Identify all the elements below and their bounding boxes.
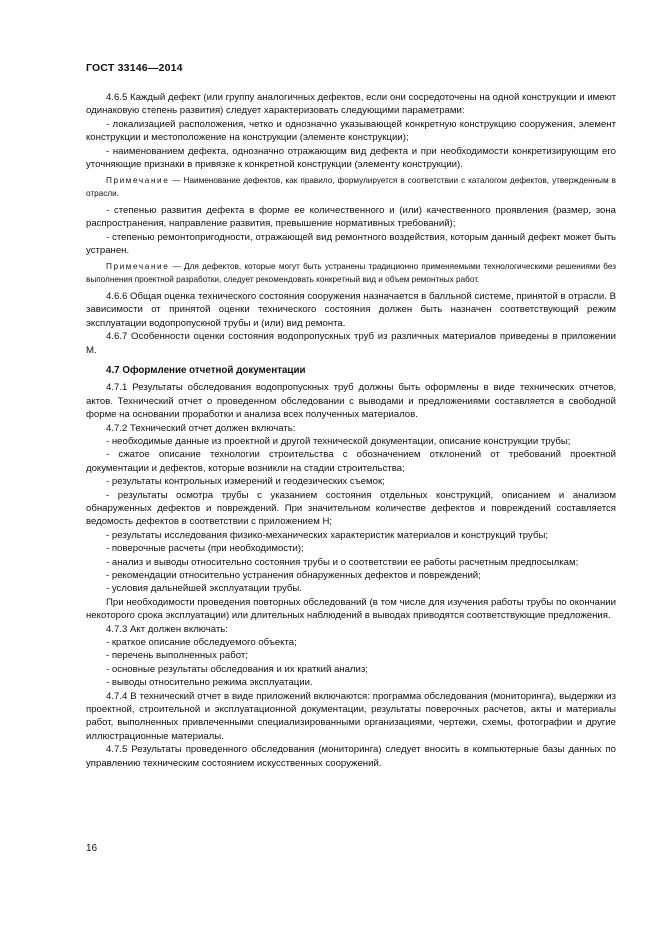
section-title-4-7: 4.7 Оформление отчетной документации <box>106 364 306 376</box>
paragraph-4-7-4: 4.7.4 В технический отчет в виде приложений включаются: программа обследования (мониторинга), выдержки из проектной, строительной и эксплуатационной документации, результаты поверочных расчетов, акты и материалы работ, выполненных привлеченными специализированными организациями, чертежи, схемы, фотографии и другие иллюстрационные материалы. <box>86 690 616 742</box>
list-item: - результаты исследования физико-механических характеристик материалов и конструкций трубы; <box>106 529 548 541</box>
list-item: - выводы относительно режима эксплуатации. <box>106 677 313 689</box>
page-number: 16 <box>86 843 98 854</box>
paragraph-4-7-2: 4.7.2 Технический отчет должен включать: <box>106 422 296 434</box>
list-item: - степенью развития дефекта в форме ее количественного и (или) качественного проявления (размер, зона распространения, направление развития, превышение нормативных требований); <box>86 204 616 230</box>
paragraph-4-6-6: 4.6.6 Общая оценка технического состояния сооружения назначается в балльной системе, принятой в отрасли. В зависимости от принятой оценки технического состояния должен быть назначен соответствующий режим эксплуатации водопропускной трубы и (или) вид ремонта. <box>86 290 616 329</box>
list-item: - необходимые данные из проектной и другой технической документации, описание конструкции трубы; <box>106 435 571 447</box>
list-item: - анализ и выводы относительно состояния трубы и о соответствии ее работы расчетным предпосылкам; <box>106 556 579 568</box>
paragraph-4-7-1: 4.7.1 Результаты обследования водопропускных труб должны быть оформлены в виде технических отчетов, актов. Технический отчет о проведенном обследовании с выводами и предложениями составляется в свободной форме на основании проработки и анализа всех полученных материалов. <box>86 382 616 421</box>
list-item: - результаты осмотра трубы с указанием состояния отдельных конструкций, описанием и анализом обнаруженных дефектов и повреждений. При значительном количестве дефектов и повреждений составляется ведомость дефектов в соответствии с приложением Н; <box>86 489 616 528</box>
paragraph-4-6-7: 4.6.7 Особенности оценки состояния водопропускных труб из различных материалов приведены в приложении М. <box>86 331 616 356</box>
note-text: — Для дефектов, которые могут быть устранены традиционно применяемыми технологическими решениями без выполнения проектной разработки, следует рекомендовать конкретный вид и объем ремонтных работ. <box>86 262 616 284</box>
list-item: - степенью ремонтопригодности, отражающей вид ремонтного воздействия, которым данный дефект может быть устранен. <box>86 231 616 257</box>
note-1 <box>86 175 616 199</box>
paragraph-4-6-5: 4.6.5 Каждый дефект (или группу аналогичных дефектов, если они сосредоточены на одной конструкции и имеют одинаковую степень развития) следует характеризовать следующими параметрами: <box>86 92 616 117</box>
list-item: - локализацией расположения, четко и однозначно указывающей конкретную конструкцию сооружения, элемент конструкции и местоположение на конструкции (элементе конструкции); <box>86 118 616 144</box>
note-label: Примечание <box>106 176 170 186</box>
list-item: - рекомендации относительно устранения обнаруженных дефектов и повреждений; <box>106 570 481 581</box>
paragraph-4-7-5: 4.7.5 Результаты проведенного обследования (мониторинга) следует вносить в компьютерные базы данных по управлению техническим состоянием искусственных сооружений. <box>86 744 616 769</box>
list-item: - условия дальнейшей эксплуатации трубы. <box>106 583 302 595</box>
paragraph-repeat-surveys: При необходимости проведения повторных обследований (в том числе для изучения работы трубы по окончании некоторого срока эксплуатации) или длительных наблюдений в выводах приводятся соответствующие предложения. <box>86 596 616 622</box>
list-item: - поверочные расчеты (при необходимости); <box>106 543 304 555</box>
document-body <box>86 91 616 770</box>
list-item: - краткое описание обследуемого объекта; <box>106 637 297 649</box>
note-label: Примечание <box>106 262 170 272</box>
note-2 <box>86 261 616 285</box>
note-text: — Наименование дефектов, как правило, формулируется в соответствии с каталогом дефектов, утвержденным в отрасли. <box>86 176 616 198</box>
list-item: - наименованием дефекта, однозначно отражающим вид дефекта и при необходимости конкретизирующим его уточняющие признаки в привязке к конкретной конструкции (элементу конструкции). <box>86 145 616 171</box>
document-header: ГОСТ 33146—2014 <box>86 62 183 74</box>
list-item: - сжатое описание технологии строительства с обозначением отклонений от требований проектной документации и дефектов, которые возникли на стадии строительства; <box>86 449 616 474</box>
paragraph-4-7-3: 4.7.3 Акт должен включать: <box>106 623 228 635</box>
list-item: - основные результаты обследования и их краткий анализ; <box>106 663 368 675</box>
list-item: - перечень выполненных работ; <box>106 650 248 662</box>
list-item: - результаты контрольных измерений и геодезических съемок; <box>106 476 385 488</box>
